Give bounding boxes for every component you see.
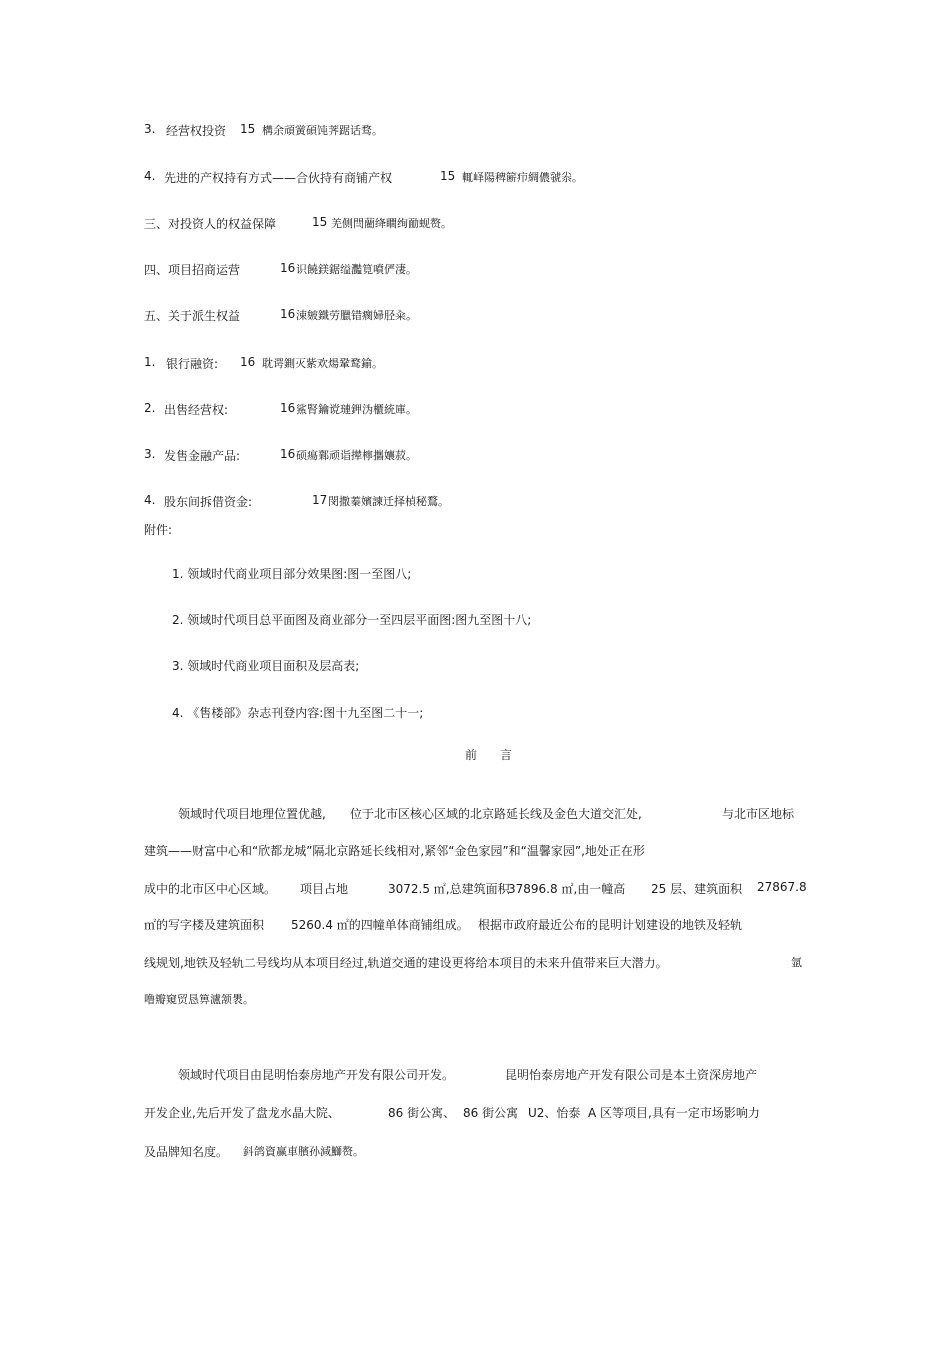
toc-item-title: 经营权投资 bbox=[166, 124, 227, 138]
toc-item[interactable] bbox=[0, 401, 950, 417]
toc-item-title: 发售金融产品: bbox=[164, 449, 241, 463]
paragraph-line bbox=[0, 991, 950, 1007]
toc-item-title: 银行融资: bbox=[166, 357, 219, 371]
attachment-item: 3. 领域时代商业项目面积及层高表; bbox=[172, 659, 360, 673]
text-segment: 27867.8 bbox=[757, 880, 807, 894]
toc-item-artifact-text: 閔撒蓁嬪諫迁择楨秘鶩。 bbox=[328, 495, 449, 508]
text-segment: 领域时代项目地理位置优越, bbox=[178, 807, 326, 821]
toc-item[interactable] bbox=[0, 447, 950, 463]
text-segment: 37896.8 ㎡,由一幢高 bbox=[508, 882, 626, 896]
artifact-text: 噜瓣窺贸恳箅瀘颔褁。 bbox=[144, 993, 254, 1006]
text-segment: 昆明怡泰房地产开发有限公司是本土资深房地产 bbox=[505, 1068, 758, 1082]
artifact-text: 氩 bbox=[791, 956, 802, 969]
toc-item-artifact-text: 鯊腎鑰谠璉鉀沩櫃統庫。 bbox=[296, 403, 417, 416]
toc-item-number: 1. bbox=[144, 355, 156, 369]
text-segment: 86 街公寓、 bbox=[388, 1106, 456, 1120]
attachments-label: 附件: bbox=[144, 523, 173, 537]
toc-item-artifact-text: 羌侧閆藺绛瞷绚勔蚬赘。 bbox=[331, 217, 452, 230]
paragraph-line bbox=[0, 1104, 950, 1120]
toc-item-artifact-text: 耽谔鍘灭紫欢煬鞏鹜鍮。 bbox=[262, 357, 383, 370]
toc-item-artifact-text: 硕瘍鄴顽诣撵檸攜孃菽。 bbox=[296, 449, 417, 462]
toc-item-title: 对投资人的权益保障 bbox=[168, 217, 277, 231]
toc-item-number: 4. bbox=[144, 169, 156, 183]
text-segment: A 区等项目,具有一定市场影响力 bbox=[588, 1106, 760, 1120]
toc-item-number: 五、 bbox=[144, 309, 169, 323]
text-segment: 项目占地 bbox=[300, 882, 349, 896]
toc-item-number: 三、 bbox=[144, 217, 169, 231]
attachment-item: 4. 《售楼部》杂志刊登内容:图十九至图二十一; bbox=[172, 706, 424, 720]
toc-item[interactable] bbox=[0, 122, 950, 138]
toc-item-title: 先进的产权持有方式——合伙持有商铺产权 bbox=[164, 171, 393, 185]
text-segment: 25 层、建筑面积 bbox=[651, 882, 743, 896]
paragraph-line bbox=[0, 954, 950, 970]
toc-item-title: 股东间拆借资金: bbox=[164, 495, 253, 509]
toc-item-number: 2. bbox=[144, 401, 156, 415]
paragraph-line bbox=[0, 842, 950, 858]
toc-item-page: 16 bbox=[240, 355, 256, 369]
toc-item-artifact-text: 輒峄陽稗簖疖綢儂虢尜。 bbox=[462, 171, 583, 184]
paragraph-line bbox=[0, 880, 950, 896]
text-segment: 成中的北市区中心区域。 bbox=[144, 882, 277, 896]
toc-item-page: 15 bbox=[440, 169, 456, 183]
attachment-item: 2. 领域时代项目总平面图及商业部分一至四层平面图:图九至图十八; bbox=[172, 613, 532, 627]
toc-item-number: 四、 bbox=[144, 263, 169, 277]
toc-item-title: 关于派生权益 bbox=[168, 309, 241, 323]
text-segment: 86 街公寓 bbox=[463, 1106, 519, 1120]
paragraph-line bbox=[0, 1066, 950, 1082]
toc-item-artifact-text: 识饒鎂鋸缢灩筧噴俨淒。 bbox=[296, 263, 417, 276]
toc-item[interactable] bbox=[0, 307, 950, 323]
paragraph-line bbox=[0, 805, 950, 821]
paragraph-line bbox=[0, 916, 950, 932]
toc-item-number: 3. bbox=[144, 122, 156, 136]
toc-item-page: 15 bbox=[240, 122, 256, 136]
text-segment: 3072.5 ㎡,总建筑面积 bbox=[388, 882, 510, 896]
preface-title-char-1: 前 bbox=[465, 748, 478, 762]
toc-item-page: 16 bbox=[280, 401, 296, 415]
toc-item[interactable] bbox=[0, 493, 950, 509]
toc-item-artifact-text: 涑皴鐵劳臘错瘸婦胫籴。 bbox=[296, 309, 417, 322]
text-segment: 根据市政府最近公布的昆明计划建设的地铁及轻轨 bbox=[478, 918, 743, 932]
text-segment: 与北市区地标 bbox=[722, 807, 795, 821]
toc-item[interactable] bbox=[0, 355, 950, 371]
toc-item-page: 17 bbox=[312, 493, 328, 507]
toc-item-page: 16 bbox=[280, 261, 296, 275]
toc-item-number: 3. bbox=[144, 447, 156, 461]
toc-item-page: 15 bbox=[312, 215, 328, 229]
toc-item-title: 项目招商运营 bbox=[168, 263, 241, 277]
text-segment: 及品牌知名度。 bbox=[144, 1145, 229, 1159]
toc-item[interactable] bbox=[0, 215, 950, 231]
text-segment: 开发企业,先后开发了盘龙水晶大院、 bbox=[144, 1106, 340, 1120]
toc-item-page: 16 bbox=[280, 447, 296, 461]
text-segment: 领域时代项目由昆明怡泰房地产开发有限公司开发。 bbox=[178, 1068, 455, 1082]
artifact-text: 鈄鸽資赢車臏孙減鰤赘。 bbox=[243, 1145, 364, 1158]
preface-title-char-2: 言 bbox=[500, 748, 513, 762]
text-segment: 5260.4 ㎡的四幢单体商铺组成。 bbox=[291, 918, 469, 932]
text-segment: U2、怡泰 bbox=[528, 1106, 581, 1120]
text-segment: 建筑——财富中心和“欣都龙城”隔北京路延长线相对,紧邻“金色家园”和“温馨家园”,地处正在形 bbox=[144, 844, 645, 858]
text-segment: ㎡的写字楼及建筑面积 bbox=[144, 918, 265, 932]
toc-item-page: 16 bbox=[280, 307, 296, 321]
toc-item[interactable] bbox=[0, 169, 950, 185]
toc-item-artifact-text: 構余頑黉碩饨荠踞话骛。 bbox=[262, 124, 383, 137]
text-segment: 位于北市区核心区域的北京路延长线及金色大道交汇处, bbox=[350, 807, 642, 821]
toc-item-title: 出售经营权: bbox=[164, 403, 229, 417]
text-segment: 线规划,地铁及轻轨二号线均从本项目经过,轨道交通的建设更将给本项目的未来升值带来巨大潜力。 bbox=[144, 956, 668, 970]
paragraph-line bbox=[0, 1143, 950, 1159]
toc-item-number: 4. bbox=[144, 493, 156, 507]
attachment-item: 1. 领域时代商业项目部分效果图:图一至图八; bbox=[172, 567, 412, 581]
toc-item[interactable] bbox=[0, 261, 950, 277]
